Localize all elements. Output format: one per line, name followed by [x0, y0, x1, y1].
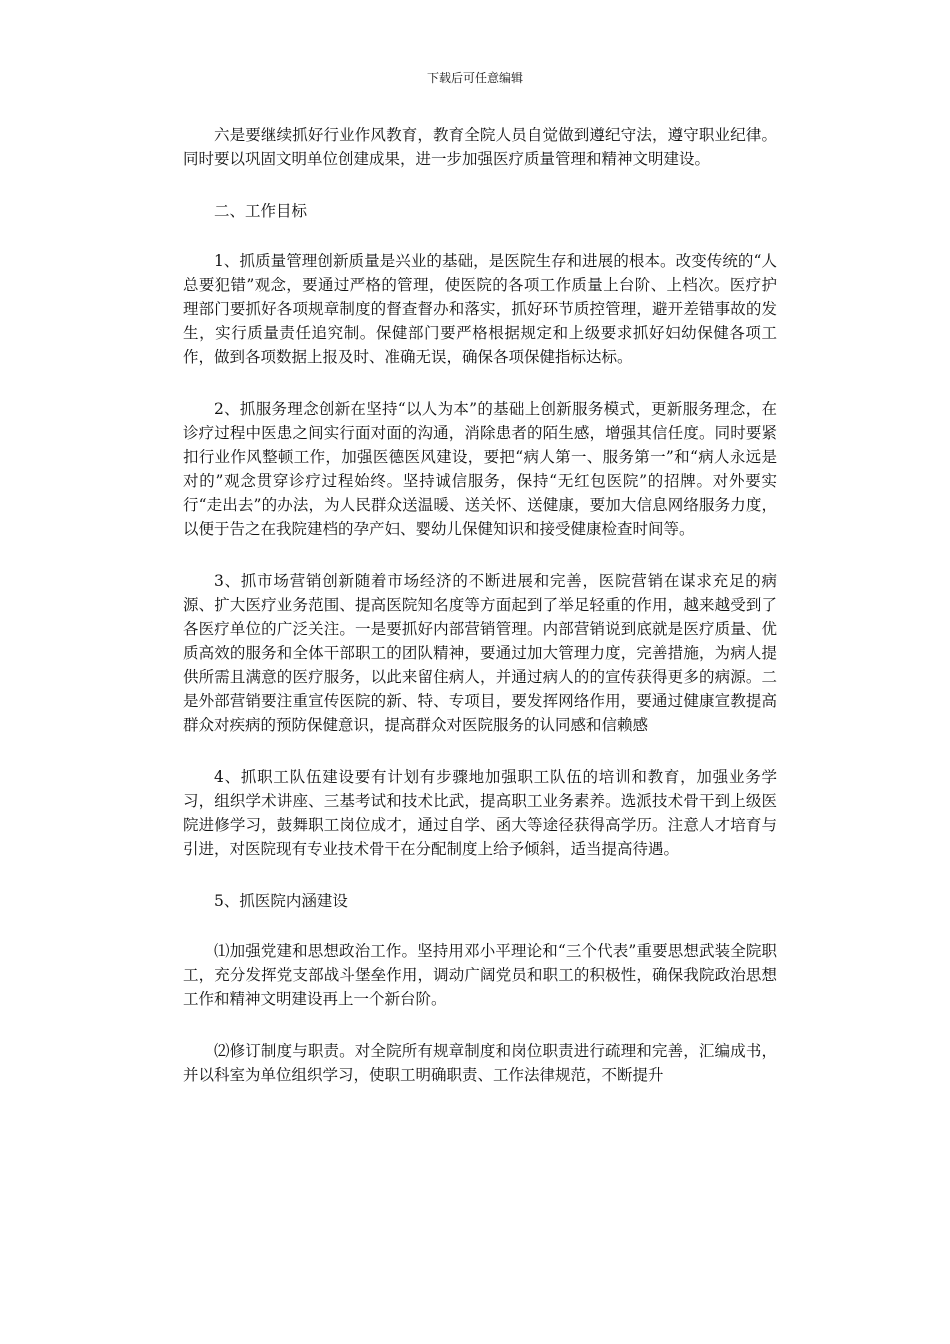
paragraph-party-building: ⑴加强党建和思想政治工作。坚持用邓小平理论和“三个代表”重要思想武装全院职工，充分发挥党支部战斗堡垒作用，调动广阔党员和职工的积极性，确保我院政治思想工作和精神文明建设再上一个新台阶。 [183, 942, 777, 1008]
subheading-hospital-connotation: 5、抓医院内涵建设 [214, 892, 348, 910]
document-body [183, 123, 777, 1115]
paragraph-rules-duties: ⑵修订制度与职责。对全院所有规章制度和岗位职责进行疏理和完善，汇编成书，并以科室为单位组织学习，使职工明确职责、工作法律规范，不断提升 [183, 1042, 777, 1084]
page-header: 下载后可任意编辑 [426, 71, 523, 85]
paragraph-staff-building: 4、抓职工队伍建设要有计划有步骤地加强职工队伍的培训和教育，加强业务学习，组织学术讲座、三基考试和技术比武，提高职工业务素养。选派技术骨干到上级医院进修学习，鼓舞职工岗位成才，通过自学、函大等途径获得高学历。注意人才培育与引进，对医院现有专业技术骨干在分配制度上给予倾斜，适当提高待遇。 [183, 768, 777, 858]
paragraph-market-marketing: 3、抓市场营销创新随着市场经济的不断进展和完善，医院营销在谋求充足的病源、扩大医疗业务范围、提高医院知名度等方面起到了举足轻重的作用，越来越受到了各医疗单位的广泛关注。一是要抓好内部营销管理。内部营销说到底就是医疗质量、优质高效的服务和全体干部职工的团队精神，要通过加大管理力度，完善措施，为病人提供所需且满意的医疗服务，以此来留住病人，并通过病人的的宣传获得更多的病源。二是外部营销要注重宣传医院的新、特、专项目，要发挥网络作用，要通过健康宣教提高群众对疾病的预防保健意识，提高群众对医院服务的认同感和信赖感 [183, 572, 777, 734]
section-heading-work-goals: 二、工作目标 [214, 202, 308, 220]
paragraph-quality-management: 1、抓质量管理创新质量是兴业的基础，是医院生存和进展的根本。改变传统的“人总要犯错”观念，要通过严格的管理，使医院的各项工作质量上台阶、上档次。医疗护理部门要抓好各项规章制度的督查督办和落实，抓好环节质控管理，避开差错事故的发生，实行质量责任追究制。保健部门要严格根据规定和上级要求抓好妇幼保健各项工作，做到各项数据上报及时、准确无误，确保各项保健指标达标。 [183, 252, 777, 366]
paragraph-work-style: 六是要继续抓好行业作风教育，教育全院人员自觉做到遵纪守法，遵守职业纪律。同时要以巩固文明单位创建成果，进一步加强医疗质量管理和精神文明建设。 [183, 126, 777, 168]
paragraph-service-concept: 2、抓服务理念创新在坚持“以人为本”的基础上创新服务模式，更新服务理念，在诊疗过程中医患之间实行面对面的沟通，消除患者的陌生感，增强其信任度。同时要紧扣行业作风整顿工作，加强医德医风建设，要把“病人第一、服务第一”和“病人永远是对的”观念贯穿诊疗过程始终。坚持诚信服务，保持“无红包医院”的招牌。对外要实行“走出去”的办法，为人民群众送温暖、送关怀、送健康，要加大信息网络服务力度，以便于告之在我院建档的孕产妇、婴幼儿保健知识和接受健康检查时间等。 [183, 400, 777, 538]
